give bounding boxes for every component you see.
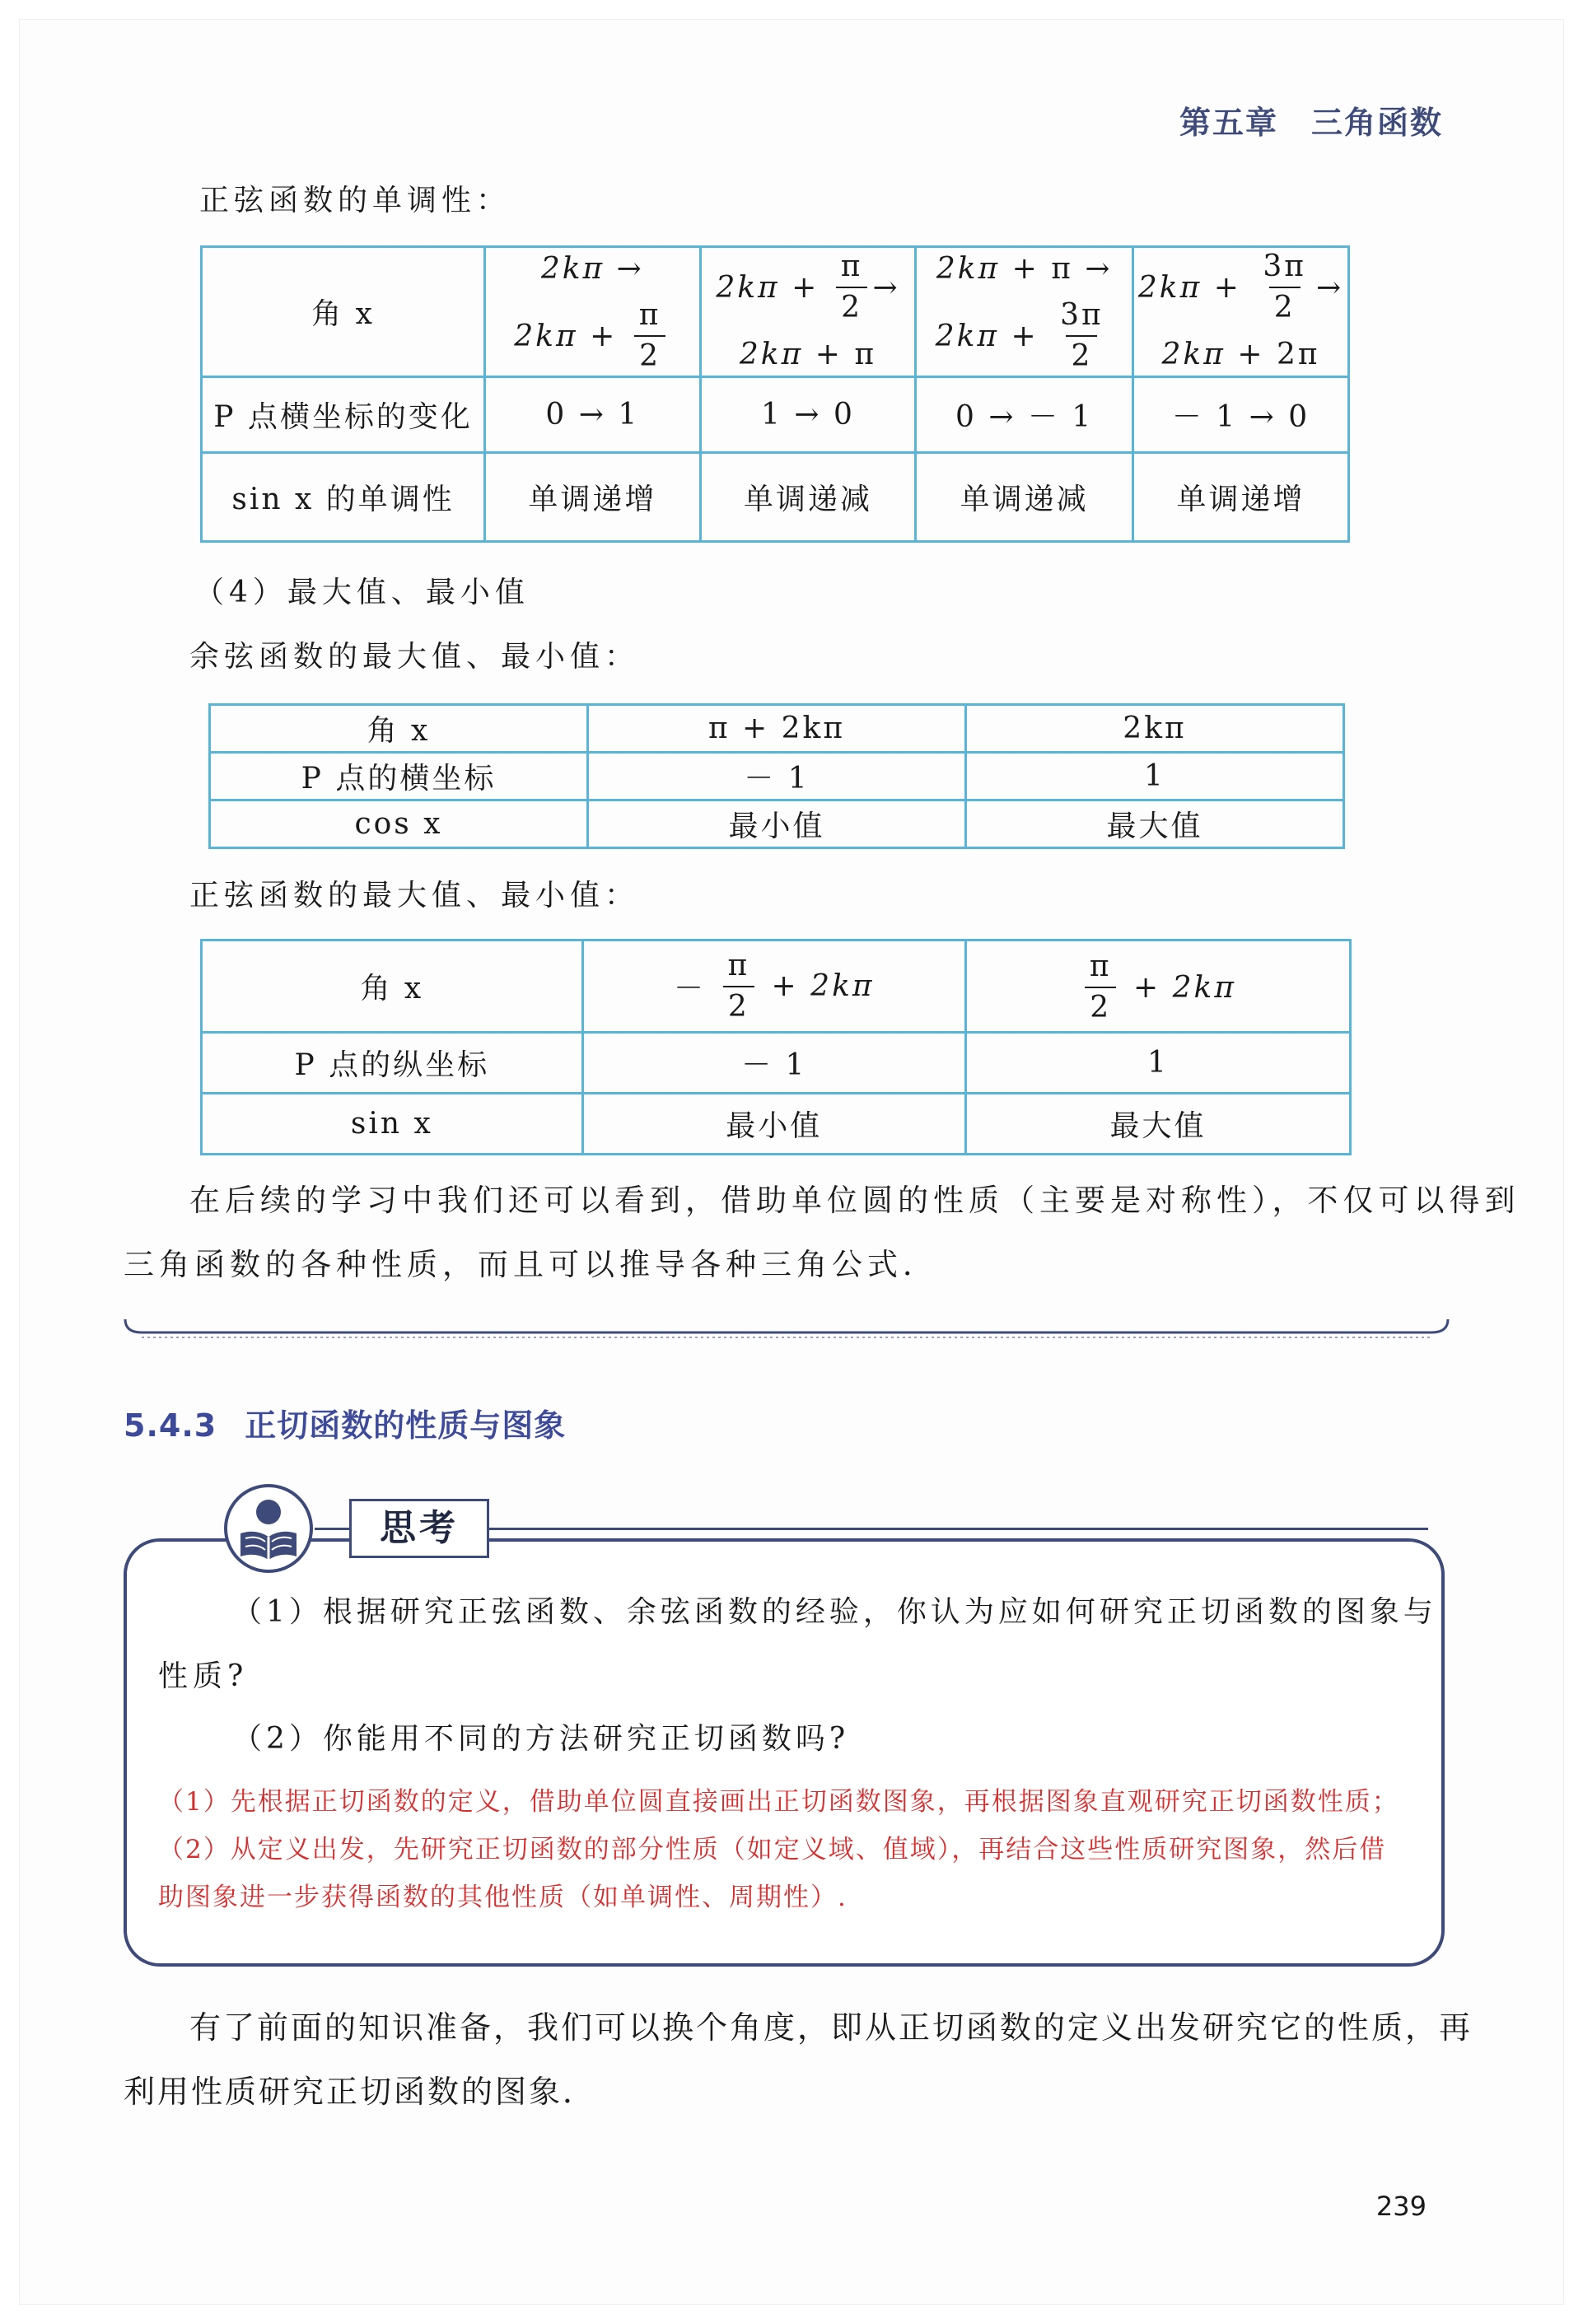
chapter-number: 第五章 bbox=[1179, 105, 1278, 141]
cos-p-max: 1 bbox=[965, 753, 1343, 800]
section-title bbox=[124, 1400, 566, 1445]
sine-extrema-heading: 正弦函数的最大值、最小值： bbox=[189, 879, 640, 912]
think-label: 思考 bbox=[349, 1499, 489, 1558]
sin-f-max: 最大值 bbox=[965, 1094, 1350, 1155]
row-header-monotonicity: sin x 的单调性 bbox=[202, 453, 485, 542]
page-number: 239 bbox=[1375, 2191, 1427, 2222]
sine-extrema-table bbox=[200, 939, 1352, 1155]
p-change-2: 1 → 0 bbox=[700, 377, 916, 453]
sin-p-min: － 1 bbox=[582, 1033, 965, 1094]
think-question-1-line-2: 性质? bbox=[158, 1659, 249, 1693]
angle-interval-3: 2kπ + π → 2kπ + 3π 2 bbox=[916, 247, 1133, 377]
cos-angle-max: 2kπ bbox=[965, 705, 1343, 753]
cos-row-p-label: P 点的横坐标 bbox=[210, 753, 588, 800]
paragraph-2-line-2: 利用性质研究正切函数的图象． bbox=[124, 2074, 597, 2110]
cosine-extrema-heading: 余弦函数的最大值、最小值： bbox=[189, 640, 640, 674]
chapter-header bbox=[1179, 97, 1443, 142]
think-answer-2-line-2: 助图象进一步获得函数的其他性质（如单调性、周期性）. bbox=[158, 1883, 848, 1912]
paragraph-2-line-1: 有了前面的知识准备，我们可以换个角度，即从正切函数的定义出发研究它的性质，再 bbox=[189, 2009, 1473, 2046]
paragraph-1-line-2: 三角函数的各种性质，而且可以推导各种三角公式． bbox=[124, 1247, 938, 1282]
p-change-4: － 1 → 0 bbox=[1133, 377, 1349, 453]
think-question-1-line-1: （1）根据研究正弦函数、余弦函数的经验，你认为应如何研究正切函数的图象与 bbox=[232, 1595, 1437, 1629]
sine-monotonicity-table bbox=[200, 245, 1350, 543]
item-4-heading: （4）最大值、最小值 bbox=[194, 576, 530, 609]
section-divider bbox=[124, 1318, 1450, 1339]
cos-p-min: － 1 bbox=[587, 753, 965, 800]
think-rule-right bbox=[489, 1528, 1428, 1530]
sin-angle-min: － π 2 + 2kπ bbox=[582, 940, 965, 1033]
paragraph-1-line-1: 在后续的学习中我们还可以看到，借助单位圆的性质（主要是对称性），不仅可以得到 bbox=[189, 1183, 1520, 1218]
cosine-extrema-table bbox=[208, 703, 1345, 849]
think-question-2: （2）你能用不同的方法研究正切函数吗? bbox=[232, 1722, 850, 1756]
angle-interval-1: 2kπ → 2kπ + π 2 bbox=[485, 247, 701, 377]
section-name: 正切函数的性质与图象 bbox=[245, 1407, 567, 1444]
cos-f-max: 最大值 bbox=[965, 800, 1343, 848]
monotonicity-3: 单调递减 bbox=[916, 453, 1133, 542]
cos-f-min: 最小值 bbox=[587, 800, 965, 848]
reader-icon bbox=[222, 1482, 315, 1575]
cos-row-f-label: cos x bbox=[210, 800, 588, 848]
think-answer-2-line-1: （2）从定义出发，先研究正切函数的部分性质（如定义域、值域），再结合这些性质研究图象，然后借 bbox=[158, 1835, 1387, 1864]
think-rule-left bbox=[315, 1528, 349, 1530]
cos-row-angle-label: 角 x bbox=[210, 705, 588, 753]
row-header-angle: 角 x bbox=[202, 247, 485, 377]
sin-row-p-label: P 点的纵坐标 bbox=[202, 1033, 583, 1094]
angle-interval-4: 2kπ + 3π 2 → 2kπ + 2π bbox=[1133, 247, 1349, 377]
monotonicity-2: 单调递减 bbox=[700, 453, 916, 542]
sin-row-angle-label: 角 x bbox=[202, 940, 583, 1033]
sin-f-min: 最小值 bbox=[582, 1094, 965, 1155]
sin-angle-max: π 2 + 2kπ bbox=[965, 940, 1350, 1033]
think-answer-1: （1）先根据正切函数的定义，借助单位圆直接画出正切函数图象，再根据图象直观研究正切函数性质； bbox=[158, 1787, 1399, 1817]
monotonicity-4: 单调递增 bbox=[1133, 453, 1349, 542]
section-number: 5.4.3 bbox=[124, 1407, 217, 1444]
chapter-title: 三角函数 bbox=[1310, 105, 1443, 141]
sin-row-f-label: sin x bbox=[202, 1094, 583, 1155]
sin-p-max: 1 bbox=[965, 1033, 1350, 1094]
sine-monotonicity-heading: 正弦函数的单调性： bbox=[199, 184, 511, 217]
monotonicity-1: 单调递增 bbox=[485, 453, 701, 542]
p-change-1: 0 → 1 bbox=[485, 377, 701, 453]
row-header-p-x-change: P 点横坐标的变化 bbox=[202, 377, 485, 453]
p-change-3: 0 → － 1 bbox=[916, 377, 1133, 453]
cos-angle-min: π + 2kπ bbox=[587, 705, 965, 753]
angle-interval-2: 2kπ + π 2 → 2kπ + π bbox=[700, 247, 916, 377]
